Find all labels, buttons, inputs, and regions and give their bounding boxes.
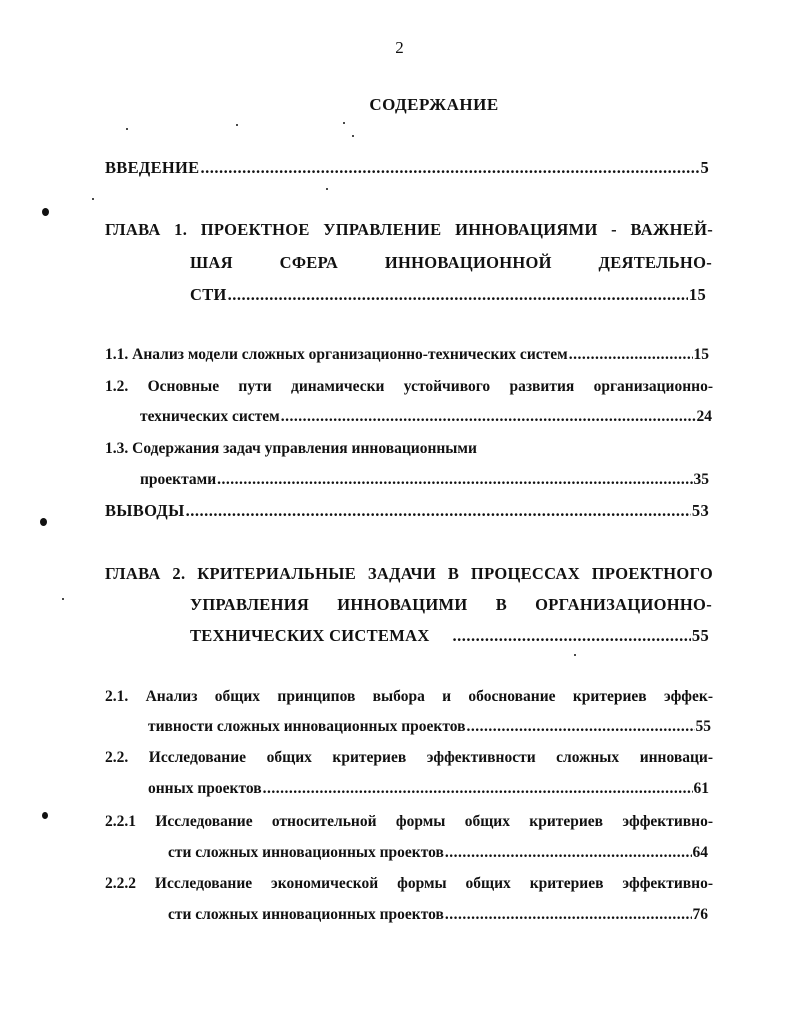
toc-entry-label: проектами <box>140 471 217 488</box>
toc-page-number: 35 <box>693 471 709 488</box>
page-number: 2 <box>395 38 404 57</box>
chapter1-heading-line2: ШАЯ СФЕРА ИННОВАЦИОННОЙ ДЕЯТЕЛЬНО- <box>190 253 712 272</box>
toc-page-number: 15 <box>693 346 709 363</box>
scan-speck <box>574 654 576 656</box>
toc-entry-label: 1.1. Анализ модели сложных организационно-технических систем <box>105 346 568 363</box>
toc-entry-label: онных проектов <box>148 780 262 797</box>
toc-entry-label: ВВЕДЕНИЕ <box>105 158 200 177</box>
toc-entry-chapter1[interactable] <box>190 285 706 305</box>
scan-speck <box>326 188 328 190</box>
scan-speck <box>42 208 49 216</box>
toc-entry-label: технических систем <box>140 408 280 425</box>
toc-entry-2-1-line1: 2.1. Анализ общих принципов выбора и обоснование критериев эффек- <box>105 688 713 705</box>
dot-leader <box>263 780 693 798</box>
scan-speck <box>343 122 345 124</box>
scan-speck <box>126 128 128 130</box>
toc-title: СОДЕРЖАНИЕ <box>369 95 499 114</box>
toc-entry-2-2-1[interactable] <box>168 844 708 862</box>
toc-page-number: 24 <box>696 408 712 425</box>
dot-leader <box>217 471 692 489</box>
toc-entry-2-2[interactable] <box>148 780 709 798</box>
dot-leader <box>200 158 699 178</box>
toc-entry-1-3[interactable] <box>140 471 709 489</box>
toc-entry-chapter2[interactable] <box>190 626 709 646</box>
toc-entry-label: сти сложных инновационных проектов <box>168 844 444 861</box>
toc-page-number: 64 <box>692 844 708 861</box>
toc-entry-label: сти сложных инновационных проектов <box>168 906 444 923</box>
dot-leader <box>569 346 693 364</box>
dot-leader <box>445 844 692 862</box>
toc-entry-label: ВЫВОДЫ <box>105 501 185 520</box>
toc-entry-1-2[interactable] <box>140 408 712 426</box>
toc-entry-2-1[interactable] <box>148 718 711 736</box>
dot-leader <box>466 718 694 736</box>
toc-page-number: 53 <box>691 501 709 520</box>
toc-page-number: 61 <box>693 780 709 797</box>
chapter2-heading-line1: ГЛАВА 2. КРИТЕРИАЛЬНЫЕ ЗАДАЧИ В ПРОЦЕССАХ ПРОЕКТНОГО <box>105 564 713 583</box>
toc-entry-2-2-1-line1: 2.2.1 Исследование относительной формы общих критериев эффективно- <box>105 813 713 830</box>
toc-entry-label: тивности сложных инновационных проектов <box>148 718 466 735</box>
toc-entry-1-2-line1: 1.2. Основные пути динамически устойчивого развития организационно- <box>105 378 713 395</box>
scan-speck <box>62 598 64 600</box>
dot-leader <box>228 285 688 305</box>
toc-entry-2-2-2-line1: 2.2.2 Исследование экономической формы общих критериев эффективно- <box>105 875 713 892</box>
toc-entry-1-3-line1: 1.3. Содержания задач управления инновационными <box>105 440 477 457</box>
dot-leader <box>453 626 691 646</box>
toc-entry-1-1[interactable] <box>105 346 709 364</box>
dot-leader <box>445 906 692 924</box>
chapter1-heading-line1: ГЛАВА 1. ПРОЕКТНОЕ УПРАВЛЕНИЕ ИННОВАЦИЯМИ - ВАЖНЕЙ- <box>105 220 713 239</box>
chapter2-heading-line2: УПРАВЛЕНИЯ ИННОВАЦИМИ В ОРГАНИЗАЦИОННО- <box>190 595 712 614</box>
chapter1-heading-line3: СТИ <box>190 285 227 304</box>
scan-speck <box>40 518 47 526</box>
toc-entry-conclusions[interactable] <box>105 501 709 521</box>
scan-speck <box>236 124 238 126</box>
toc-page-number: 76 <box>692 906 708 923</box>
toc-page-number: 55 <box>695 718 711 735</box>
scan-speck <box>92 198 94 200</box>
toc-page-number: 55 <box>691 626 709 645</box>
dot-leader <box>186 501 691 521</box>
scan-speck <box>42 812 48 819</box>
dot-leader <box>281 408 696 426</box>
toc-entry-2-2-2[interactable] <box>168 906 708 924</box>
toc-entry-intro[interactable] <box>105 158 709 178</box>
toc-entry-2-2-line1: 2.2. Исследование общих критериев эффективности сложных инноваци- <box>105 749 713 766</box>
chapter2-heading-line3: ТЕХНИЧЕСКИХ СИСТЕМАХ <box>190 626 430 645</box>
toc-page-number: 15 <box>688 285 706 304</box>
scan-speck <box>352 135 354 137</box>
toc-page-number: 5 <box>700 158 709 177</box>
